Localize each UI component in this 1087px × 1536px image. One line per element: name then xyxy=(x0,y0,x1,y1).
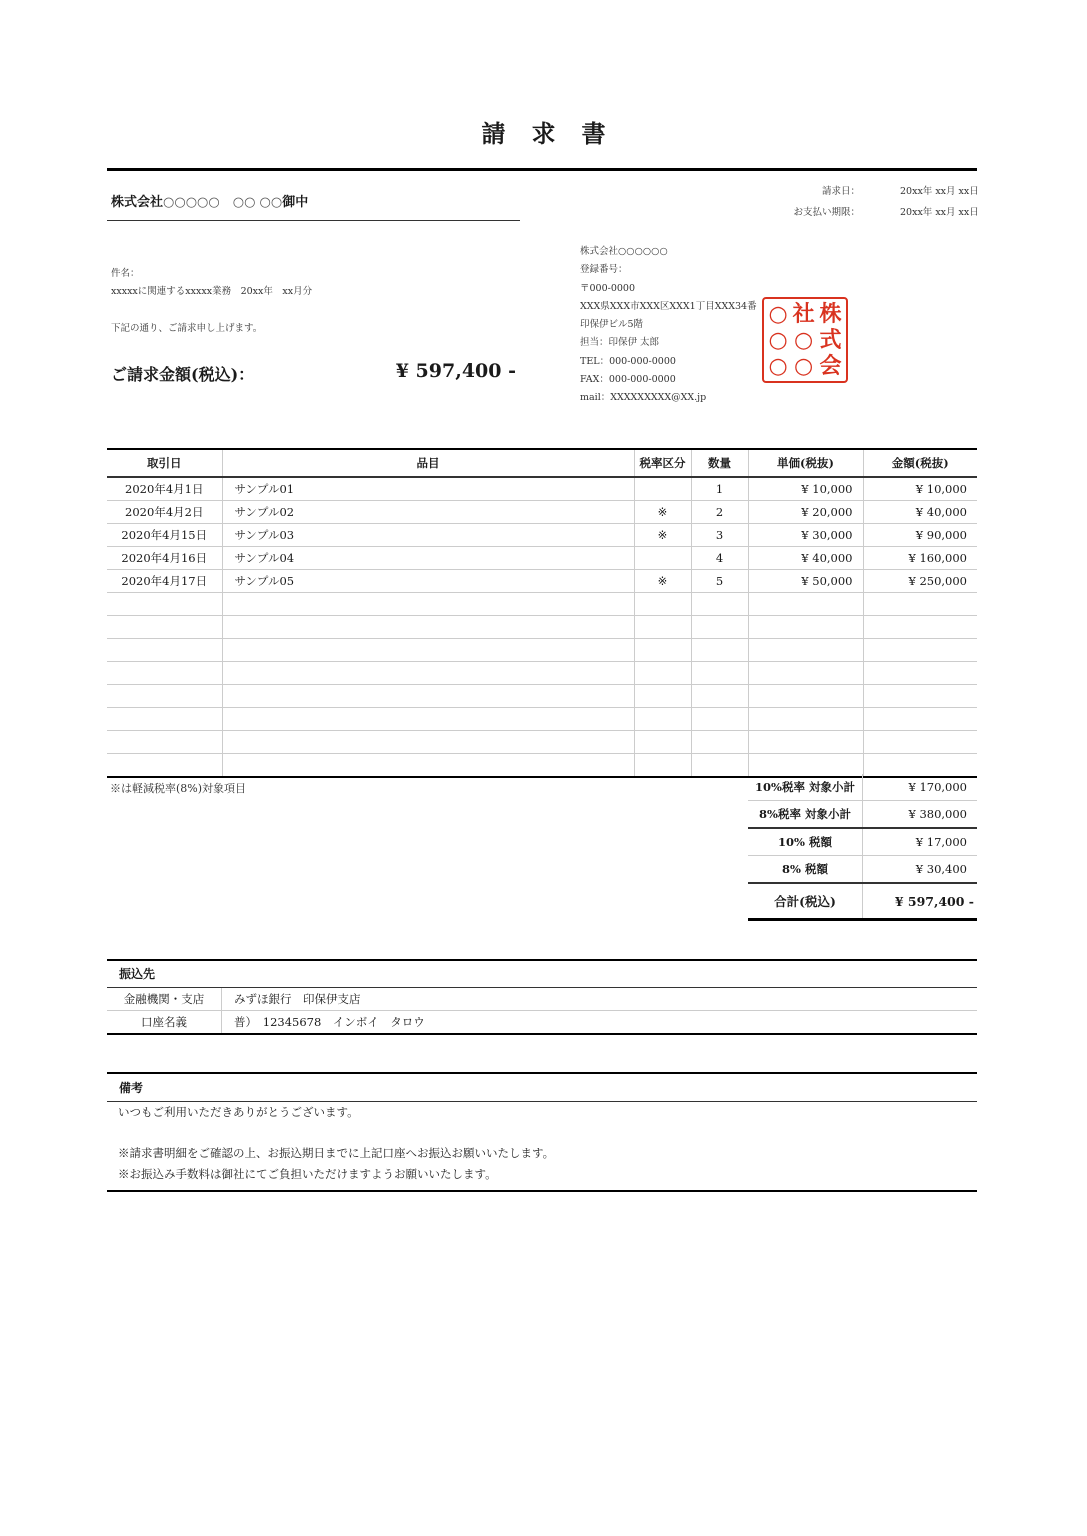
due-date-value: 20xx年 xx月 xx日 xyxy=(900,207,979,218)
table-row xyxy=(107,477,977,501)
header-date: 取引日 xyxy=(107,449,222,477)
empty-row xyxy=(107,708,977,731)
cell-item: サンプル04 xyxy=(222,547,634,570)
remarks-section-title: 備考 xyxy=(107,1072,977,1102)
cell-item: サンプル03 xyxy=(222,524,634,547)
header-unit-price: 単価(税抜) xyxy=(748,449,863,477)
issuer-mail: mail：XXXXXXXXX@XX.jp xyxy=(580,392,707,404)
items-table xyxy=(107,448,977,778)
cell-amount: ¥ 10,000 xyxy=(863,477,977,501)
title-divider xyxy=(107,168,977,171)
total-label: 合計(税込) xyxy=(748,883,863,920)
subject-value: xxxxxに関連するxxxxx業務 20xx年 xx月分 xyxy=(111,286,313,297)
empty-row xyxy=(107,662,977,685)
client-company-prefix: 株式会社 xyxy=(111,195,164,210)
issuer-address1: XXX県XXX市XXX区XXX1丁目XXX34番 xyxy=(580,300,757,312)
cell-qty: 2 xyxy=(691,501,748,524)
client-placeholder: ○○○○○ ○○ ○○ xyxy=(163,195,283,210)
cell-unit: ¥ 10,000 xyxy=(748,477,863,501)
items-header-row xyxy=(107,449,977,477)
cell-item: サンプル05 xyxy=(222,570,634,593)
client-name xyxy=(111,191,308,210)
cell-qty: 4 xyxy=(691,547,748,570)
seal-column-2: 社 ○ ○ xyxy=(792,300,815,379)
document-title: 請求書 xyxy=(481,119,632,148)
account-holder-value: 普） 12345678 インボイ タロウ xyxy=(222,1011,978,1035)
subtotal-8-value: ¥ 380,000 xyxy=(863,801,978,829)
greeting-text: 下記の通り、ご請求申し上げます。 xyxy=(111,323,263,334)
bank-section-title: 振込先 xyxy=(107,959,977,988)
cell-amount: ¥ 250,000 xyxy=(863,570,977,593)
cell-qty: 1 xyxy=(691,477,748,501)
total-amount-label: ご請求金額(税込)： xyxy=(111,365,255,384)
table-row xyxy=(107,501,977,524)
header-item: 品目 xyxy=(222,449,634,477)
table-row xyxy=(107,547,977,570)
empty-row xyxy=(107,639,977,662)
subtotal-10-value: ¥ 170,000 xyxy=(863,774,978,801)
empty-row xyxy=(107,685,977,708)
remarks-line-3: ※お振込み手数料は御社にてご負担いただけますようお願いいたします。 xyxy=(118,1167,497,1181)
summary-row xyxy=(748,801,977,829)
cell-date: 2020年4月15日 xyxy=(107,524,222,547)
cell-tax: ※ xyxy=(634,570,691,593)
client-underline xyxy=(107,220,520,221)
issuer-tel: TEL：000-000-0000 xyxy=(580,355,676,367)
cell-unit: ¥ 20,000 xyxy=(748,501,863,524)
issuer-company: 株式会社○○○○○○ xyxy=(580,246,668,257)
issuer-registration: 登録番号： xyxy=(580,264,628,276)
seal-column-1: 株 式 会 xyxy=(819,300,842,379)
tax-8-value: ¥ 30,400 xyxy=(863,856,978,884)
issuer-block xyxy=(580,243,757,408)
cell-qty: 3 xyxy=(691,524,748,547)
cell-date: 2020年4月2日 xyxy=(107,501,222,524)
cell-tax xyxy=(634,477,691,501)
total-amount-value: ¥ 597,400 - xyxy=(395,360,516,382)
account-holder-label: 口座名義 xyxy=(107,1011,222,1035)
total-value: ¥ 597,400 - xyxy=(863,883,978,920)
seal-column-3: ○ ○ ○ xyxy=(768,300,788,379)
issuer-postal: 〒000-0000 xyxy=(580,282,636,294)
header-quantity: 数量 xyxy=(691,449,748,477)
bank-row xyxy=(107,988,977,1011)
issuer-contact: 担当：印保伊 太郎 xyxy=(580,337,660,349)
cell-date: 2020年4月1日 xyxy=(107,477,222,501)
table-row xyxy=(107,570,977,593)
cell-amount: ¥ 160,000 xyxy=(863,547,977,570)
cell-tax xyxy=(634,547,691,570)
header-amount: 金額(税抜) xyxy=(863,449,977,477)
summary-total-row xyxy=(748,883,977,920)
bank-row xyxy=(107,1011,977,1035)
cell-item: サンプル01 xyxy=(222,477,634,501)
remarks-line-2: ※請求書明細をご確認の上、お振込期日までに上記口座へお振込お願いいたします。 xyxy=(118,1146,555,1160)
cell-amount: ¥ 40,000 xyxy=(863,501,977,524)
cell-unit: ¥ 40,000 xyxy=(748,547,863,570)
remarks-line-1: いつもご利用いただきありがとうございます。 xyxy=(118,1105,359,1119)
header-tax-category: 税率区分 xyxy=(634,449,691,477)
bank-name-value: みずほ銀行 印保伊支店 xyxy=(222,988,978,1011)
invoice-meta xyxy=(760,183,980,223)
empty-row xyxy=(107,593,977,616)
subject-label: 件名： xyxy=(111,268,140,279)
bank-table xyxy=(107,988,977,1035)
summary-table xyxy=(748,774,977,921)
table-row xyxy=(107,524,977,547)
cell-date: 2020年4月17日 xyxy=(107,570,222,593)
reduced-tax-note: ※は軽減税率(8%)対象項目 xyxy=(110,782,247,795)
cell-qty: 5 xyxy=(691,570,748,593)
invoice-date-value: 20xx年 xx月 xx日 xyxy=(900,186,979,197)
remarks-bottom-rule xyxy=(107,1190,977,1192)
cell-amount: ¥ 90,000 xyxy=(863,524,977,547)
issuer-fax: FAX：000-000-0000 xyxy=(580,374,676,386)
bank-name-label: 金融機関・支店 xyxy=(107,988,222,1011)
invoice-date-label: 請求日： xyxy=(821,186,860,197)
cell-tax: ※ xyxy=(634,524,691,547)
issuer-address2: 印保伊ビル5階 xyxy=(580,319,644,331)
cell-tax: ※ xyxy=(634,501,691,524)
empty-row xyxy=(107,731,977,754)
due-date-label: お支払い期限： xyxy=(793,207,860,218)
empty-row xyxy=(107,616,977,639)
cell-date: 2020年4月16日 xyxy=(107,547,222,570)
cell-unit: ¥ 30,000 xyxy=(748,524,863,547)
subtotal-10-label: 10%税率 対象小計 xyxy=(748,774,863,801)
summary-row xyxy=(748,828,977,856)
company-seal-icon xyxy=(762,297,848,383)
summary-row xyxy=(748,856,977,884)
client-honorific: 御中 xyxy=(282,195,309,210)
summary-row xyxy=(748,774,977,801)
tax-10-label: 10% 税額 xyxy=(748,828,863,856)
tax-8-label: 8% 税額 xyxy=(748,856,863,884)
cell-unit: ¥ 50,000 xyxy=(748,570,863,593)
cell-item: サンプル02 xyxy=(222,501,634,524)
tax-10-value: ¥ 17,000 xyxy=(863,828,978,856)
subtotal-8-label: 8%税率 対象小計 xyxy=(748,801,863,829)
